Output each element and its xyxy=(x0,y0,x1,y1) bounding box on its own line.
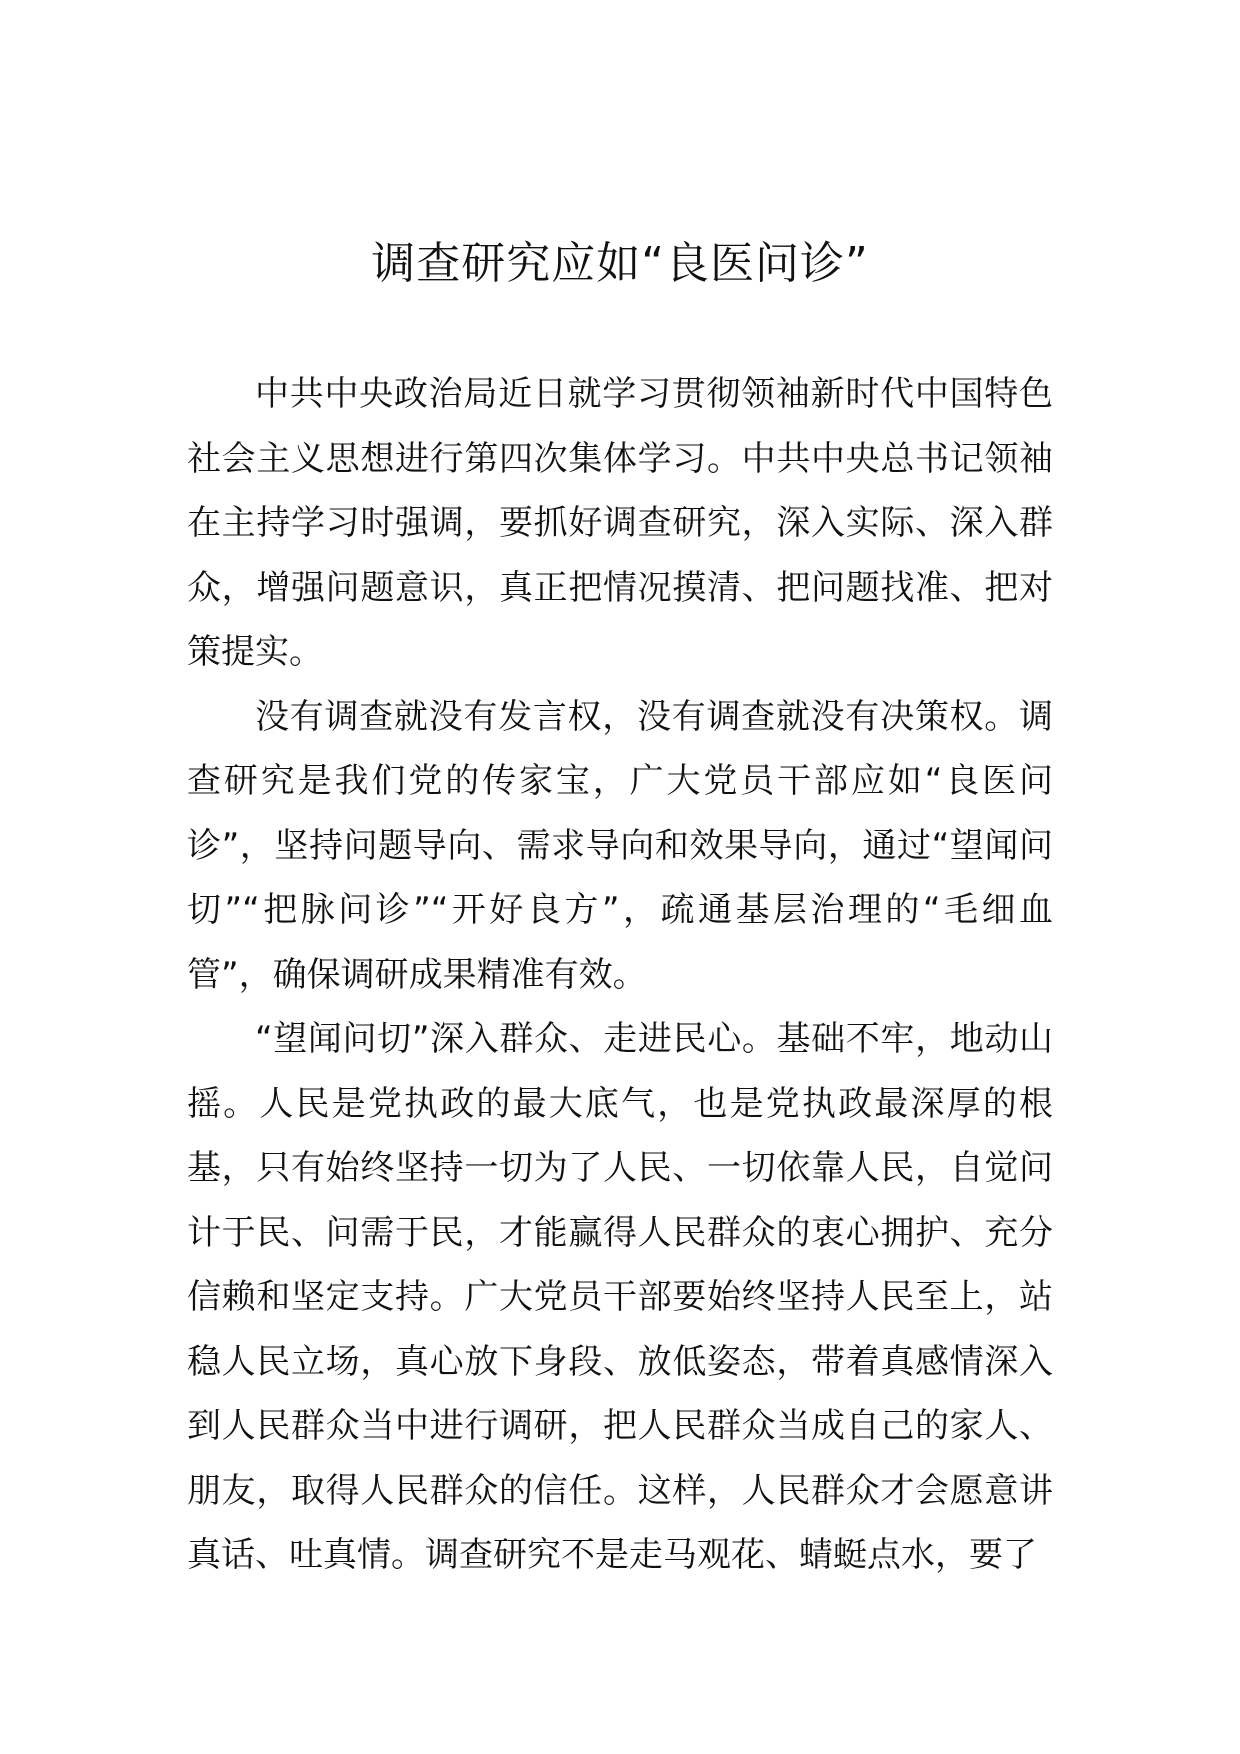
document-title: 调查研究应如“良医问诊” xyxy=(371,238,869,289)
document-body xyxy=(187,362,1053,1662)
paragraph-1: 中共中央政治局近日就学习贯彻领袖新时代中国特色社会主义思想进行第四次集体学习。中共中央总书记领袖在主持学习时强调，要抓好调查研究，深入实际、深入群众，增强问题意识，真正把情况摸清、把问题找准、把对策提实。 xyxy=(187,374,1053,672)
paragraph-2: 没有调查就没有发言权，没有调查就没有决策权。调查研究是我们党的传家宝，广大党员干部应如“良医问诊”，坚持问题导向、需求导向和效果导向，通过“望闻问切”“把脉问诊”“开好良方”，疏通基层治理的“毛细血管”，确保调研成果精准有效。 xyxy=(187,696,1053,995)
paragraph-3: “望闻问切”深入群众、走进民心。基础不牢，地动山摇。人民是党执政的最大底气，也是党执政最深厚的根基，只有始终坚持一切为了人民、一切依靠人民，自觉问计于民、问需于民，才能赢得人民群众的衷心拥护、充分信赖和坚定支持。广大党员干部要始终坚持人民至上，站稳人民立场，真心放下身段、放低姿态，带着真感情深入到人民群众当中进行调研，把人民群众当成自己的家人、朋友，取得人民群众的信任。这样，人民群众才会愿意讲真话、吐真情。调查研究不是走马观花、蜻蜓点水，要了 xyxy=(187,1019,1053,1575)
